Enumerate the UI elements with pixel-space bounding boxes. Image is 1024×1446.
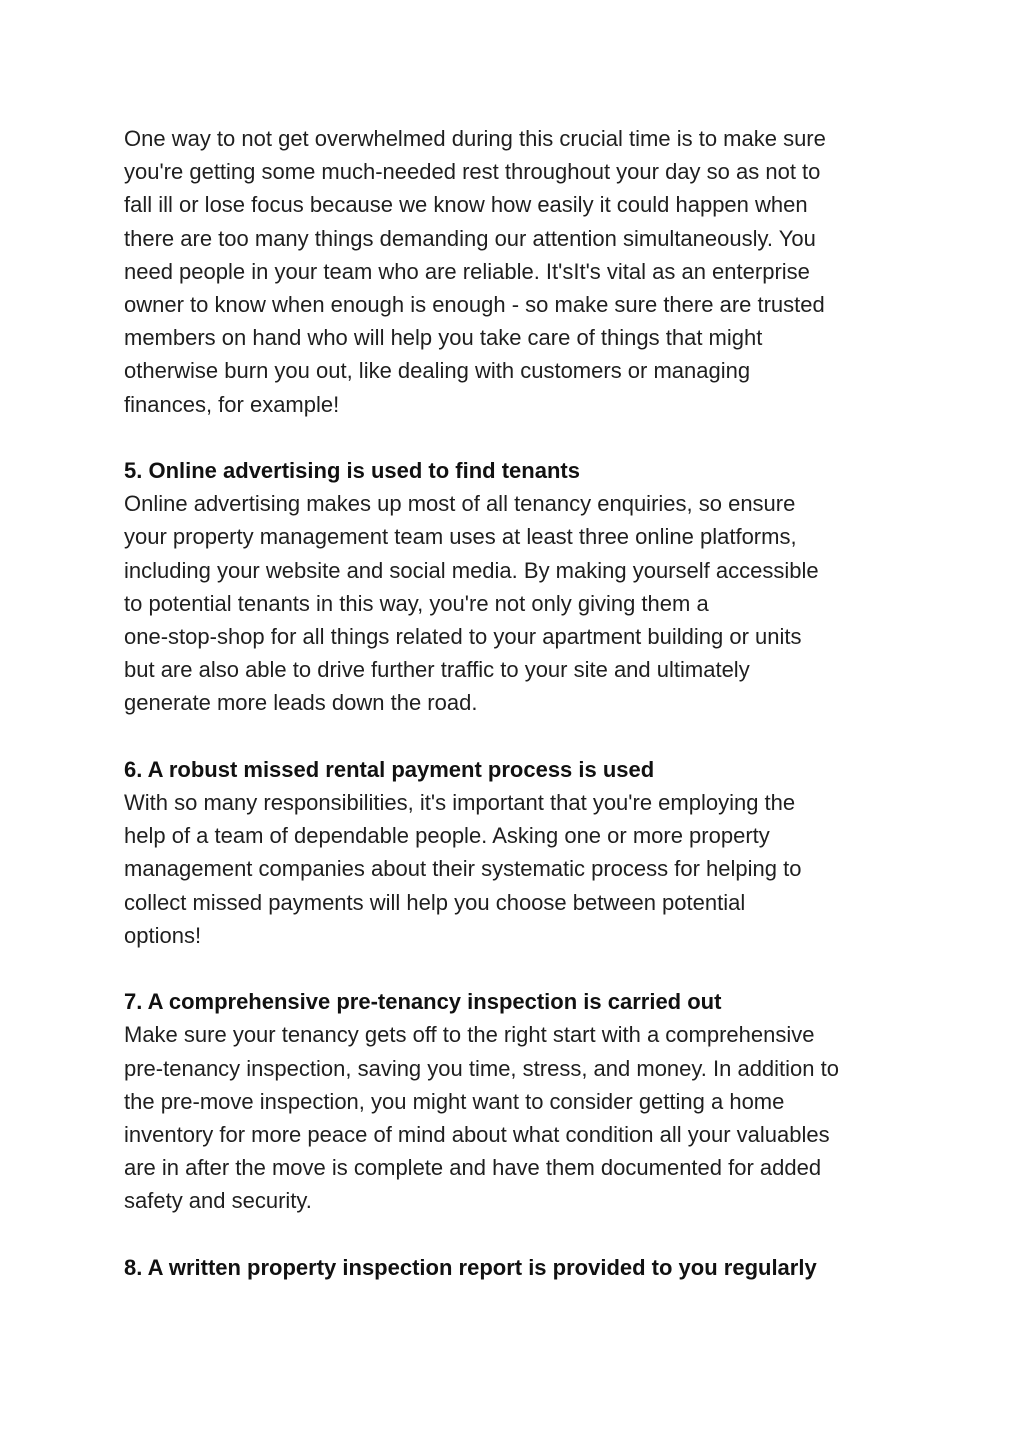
paragraph-line: you're getting some much-needed rest throughout your day so as not to [124,159,821,185]
paragraph-spacer [124,720,914,753]
section-paragraph [124,1018,914,1217]
paragraph-line: need people in your team who are reliable. It'sIt's vital as an enterprise [124,258,810,284]
paragraph-line: Make sure your tenancy gets off to the right start with a comprehensive [124,1022,815,1048]
section-paragraph [124,786,914,952]
paragraph-line: the pre-move inspection, you might want to consider getting a home [124,1088,785,1114]
paragraph-line: are in after the move is complete and have them documented for added [124,1155,822,1181]
paragraph-line: Online advertising makes up most of all tenancy enquiries, so ensure [124,491,796,517]
paragraph-line: one-stop-shop for all things related to your apartment building or units [124,624,802,650]
section-6 [124,753,914,952]
paragraph-line: generate more leads down the road. [124,690,478,716]
section-heading: 5. Online advertising is used to find tenants [124,458,580,484]
section-heading: 8. A written property inspection report is provided to you regularly [124,1254,817,1280]
paragraph-line: One way to not get overwhelmed during this crucial time is to make sure [124,126,826,151]
section-heading: 7. A comprehensive pre-tenancy inspection is carried out [124,989,722,1015]
paragraph-line: With so many responsibilities, it's important that you're employing the [124,790,796,816]
section-8 [124,1251,914,1284]
section-paragraph [124,487,914,719]
paragraph-spacer [124,421,914,454]
intro-paragraph [124,122,914,421]
document-page [124,122,914,1284]
paragraph-spacer [124,1218,914,1251]
paragraph-line: safety and security. [124,1188,312,1214]
paragraph-line: inventory for more peace of mind about what condition all your valuables [124,1122,830,1148]
paragraph-line: management companies about their systematic process for helping to [124,856,802,882]
paragraph-spacer [124,952,914,985]
paragraph-line: collect missed payments will help you choose between potential [124,889,746,915]
section-5 [124,454,914,720]
paragraph-line: there are too many things demanding our attention simultaneously. You [124,225,816,251]
paragraph-line: finances, for example! [124,391,340,417]
paragraph-line: options! [124,922,202,948]
paragraph-line: but are also able to drive further traffic to your site and ultimately [124,657,750,683]
paragraph-line: otherwise burn you out, like dealing with customers or managing [124,358,751,384]
paragraph-line: members on hand who will help you take care of things that might [124,325,763,351]
section-7 [124,985,914,1217]
paragraph-line: your property management team uses at least three online platforms, [124,524,797,550]
section-heading: 6. A robust missed rental payment process is used [124,756,655,782]
paragraph-line: owner to know when enough is enough - so make sure there are trusted [124,292,825,318]
paragraph-line: including your website and social media. By making yourself accessible [124,557,819,583]
paragraph-line: pre-tenancy inspection, saving you time, stress, and money. In addition to [124,1055,839,1081]
paragraph-line: to potential tenants in this way, you're not only giving them a [124,590,709,616]
paragraph-line: help of a team of dependable people. Asking one or more property [124,823,770,849]
paragraph-line: fall ill or lose focus because we know how easily it could happen when [124,192,808,218]
